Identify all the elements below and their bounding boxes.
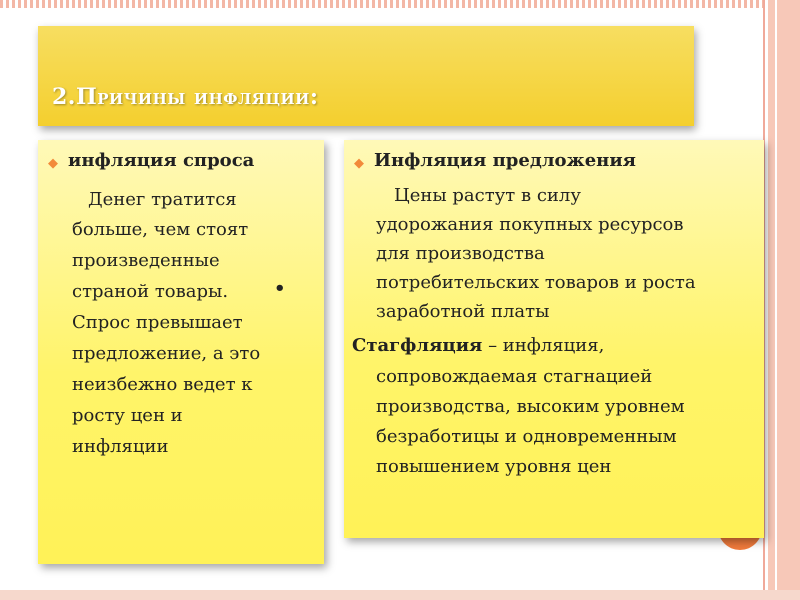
stagflation-line-4: безработицы и одновременным	[376, 426, 677, 447]
inline-bullet-dot: •	[274, 278, 286, 299]
left-line-4: страной товары.	[72, 281, 229, 302]
stagflation-line	[352, 331, 604, 361]
slide-frame-top	[0, 0, 800, 8]
left-line-3: произведенные	[72, 250, 220, 271]
demand-inflation-heading: инфляция спроса	[68, 150, 255, 171]
left-line-8: росту цен и	[72, 405, 183, 426]
left-line-7: неизбежно ведет к	[72, 374, 253, 395]
left-line-1: Денег тратится	[88, 189, 237, 210]
right-line-2: удорожания покупных ресурсов	[376, 214, 684, 235]
stagflation-dash: – инфляция,	[482, 335, 605, 356]
left-line-9: инфляции	[72, 436, 169, 457]
stagflation-line-5: повышением уровня цен	[376, 456, 612, 477]
left-line-5: Спрос превышает	[72, 312, 243, 333]
left-line-2: больше, чем стоят	[72, 219, 249, 240]
slide-frame-right	[768, 0, 800, 600]
stagflation-term: Стагфляция	[352, 335, 483, 356]
slide-title: 2.Причины инфляции:	[52, 84, 319, 110]
right-line-3: для производства	[376, 243, 545, 264]
diamond-bullet-icon: ◆	[48, 156, 58, 171]
stagflation-line-2: сопровождаемая стагнацией	[376, 366, 653, 387]
left-line-6: предложение, а это	[72, 343, 261, 364]
slide-frame-bottom	[0, 590, 800, 600]
right-line-5: заработной платы	[376, 301, 550, 322]
supply-inflation-heading: Инфляция предложения	[374, 150, 636, 171]
right-line-4: потребительских товаров и роста	[376, 272, 696, 293]
right-line-1: Цены растут в силу	[394, 185, 581, 206]
diamond-bullet-icon: ◆	[354, 156, 364, 171]
slide-frame-right-line-inner	[775, 0, 777, 600]
stagflation-line-3: производства, высоким уровнем	[376, 396, 685, 417]
title-banner	[38, 26, 694, 126]
